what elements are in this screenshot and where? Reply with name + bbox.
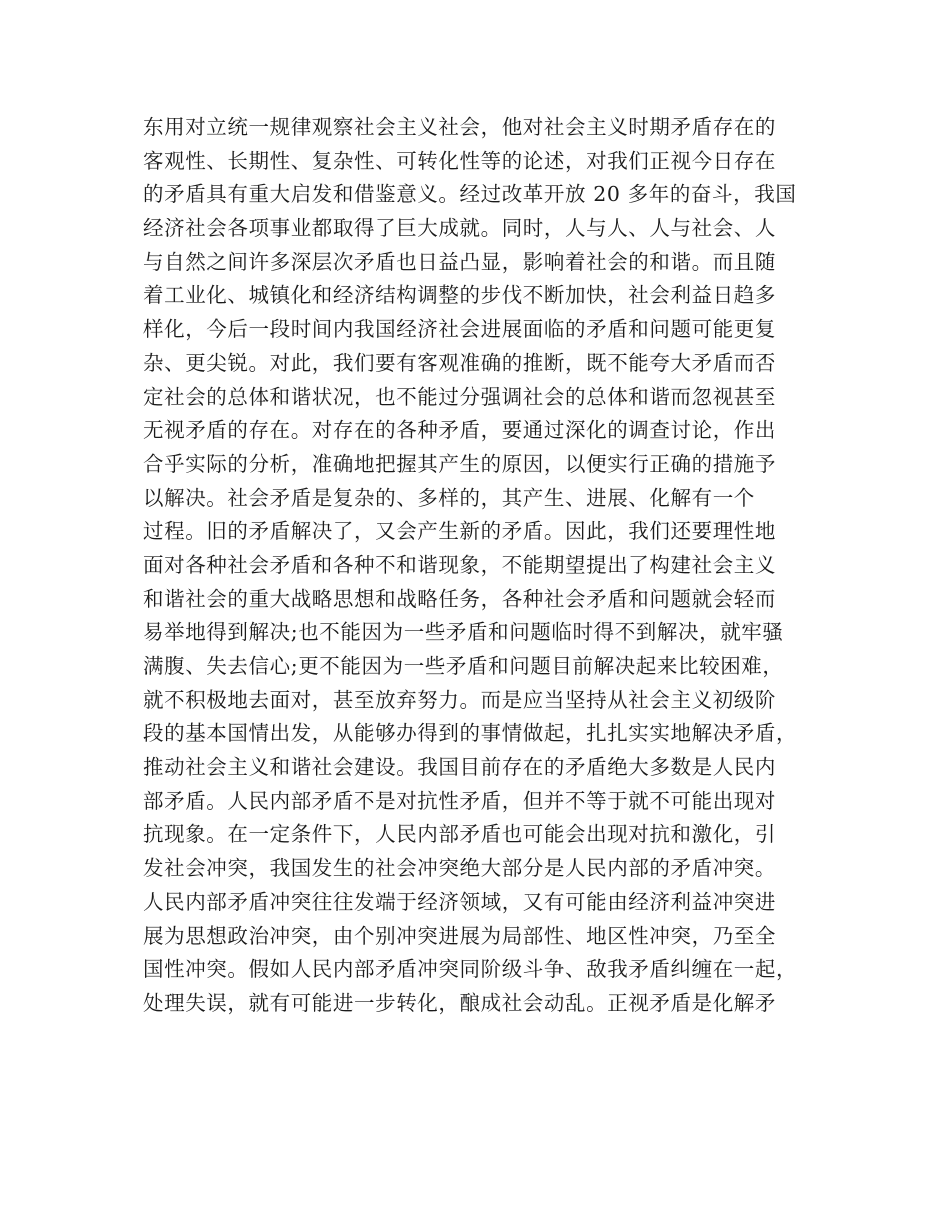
text-line: 展为思想政治冲突，由个别冲突进展为局部性、地区性冲突，乃至全 (143, 923, 776, 948)
text-line: 着工业化、城镇化和经济结构调整的步伐不断加快，社会利益日趋多 (143, 283, 776, 308)
text-line: 过程。旧的矛盾解决了，又会产生新的矛盾。因此，我们还要理性地 (143, 519, 776, 544)
text-line: 东用对立统一规律观察社会主义社会，他对社会主义时期矛盾存在的 (143, 115, 776, 139)
text-line: 发社会冲突，我国发生的社会冲突绝大部分是人民内部的矛盾冲突。 (143, 856, 776, 881)
text-line: 客观性、长期性、复杂性、可转化性等的论述，对我们正视今日存在 (143, 148, 776, 173)
text-line: 人民内部矛盾冲突往往发端于经济领域，又有可能由经济利益冲突进 (143, 889, 776, 914)
text-line: 经济社会各项事业都取得了巨大成就。同时，人与人、人与社会、人 (143, 216, 776, 241)
text-line: 无视矛盾的存在。对存在的各种矛盾，要通过深化的调查讨论，作出 (143, 418, 776, 443)
text-line: 处理失误，就有可能进一步转化，酿成社会动乱。正视矛盾是化解矛 (143, 990, 776, 1015)
text-line: 合乎实际的分析，准确地把握其产生的原因，以便实行正确的措施予 (143, 451, 776, 476)
text-line: 杂、更尖锐。对此，我们要有客观准确的推断，既不能夸大矛盾而否 (143, 350, 776, 375)
text-line: 段的基本国情出发，从能够办得到的事情做起，扎扎实实地解决矛盾， (143, 721, 798, 746)
text-line: 国性冲突。假如人民内部矛盾冲突同阶级斗争、敌我矛盾纠缠在一起， (143, 957, 798, 982)
text-line: 推动社会主义和谐社会建设。我国目前存在的矛盾绝大多数是人民内 (143, 755, 776, 780)
text-line: 样化，今后一段时间内我国经济社会进展面临的矛盾和问题可能更复 (143, 317, 776, 342)
text-line: 部矛盾。人民内部矛盾不是对抗性矛盾，但并不等于就不可能出现对 (143, 788, 776, 813)
text-line: 的矛盾具有重大启发和借鉴意义。经过改革开放 20 多年的奋斗，我国 (143, 182, 797, 207)
text-line: 面对各种社会矛盾和各种不和谐现象，不能期望提出了构建社会主义 (143, 552, 776, 577)
text-line: 易举地得到解决;也不能因为一些矛盾和问题临时得不到解决，就牢骚 (143, 620, 784, 645)
body-text (143, 111, 823, 1021)
text-line: 和谐社会的重大战略思想和战略任务，各种社会矛盾和问题就会轻而 (143, 586, 776, 611)
text-line: 满腹、失去信心;更不能因为一些矛盾和问题目前解决起来比较困难， (143, 654, 784, 678)
text-line: 与自然之间许多深层次矛盾也日益凸显，影响着社会的和谐。而且随 (143, 249, 776, 274)
text-line: 定社会的总体和谐状况，也不能过分强调社会的总体和谐而忽视甚至 (143, 384, 776, 409)
text-line: 抗现象。在一定条件下，人民内部矛盾也可能会出现对抗和激化，引 (143, 822, 776, 847)
text-line: 以解决。社会矛盾是复杂的、多样的，其产生、进展、化解有一个 (143, 485, 755, 510)
text-line: 就不积极地去面对，甚至放弃努力。而是应当坚持从社会主义初级阶 (143, 687, 776, 712)
